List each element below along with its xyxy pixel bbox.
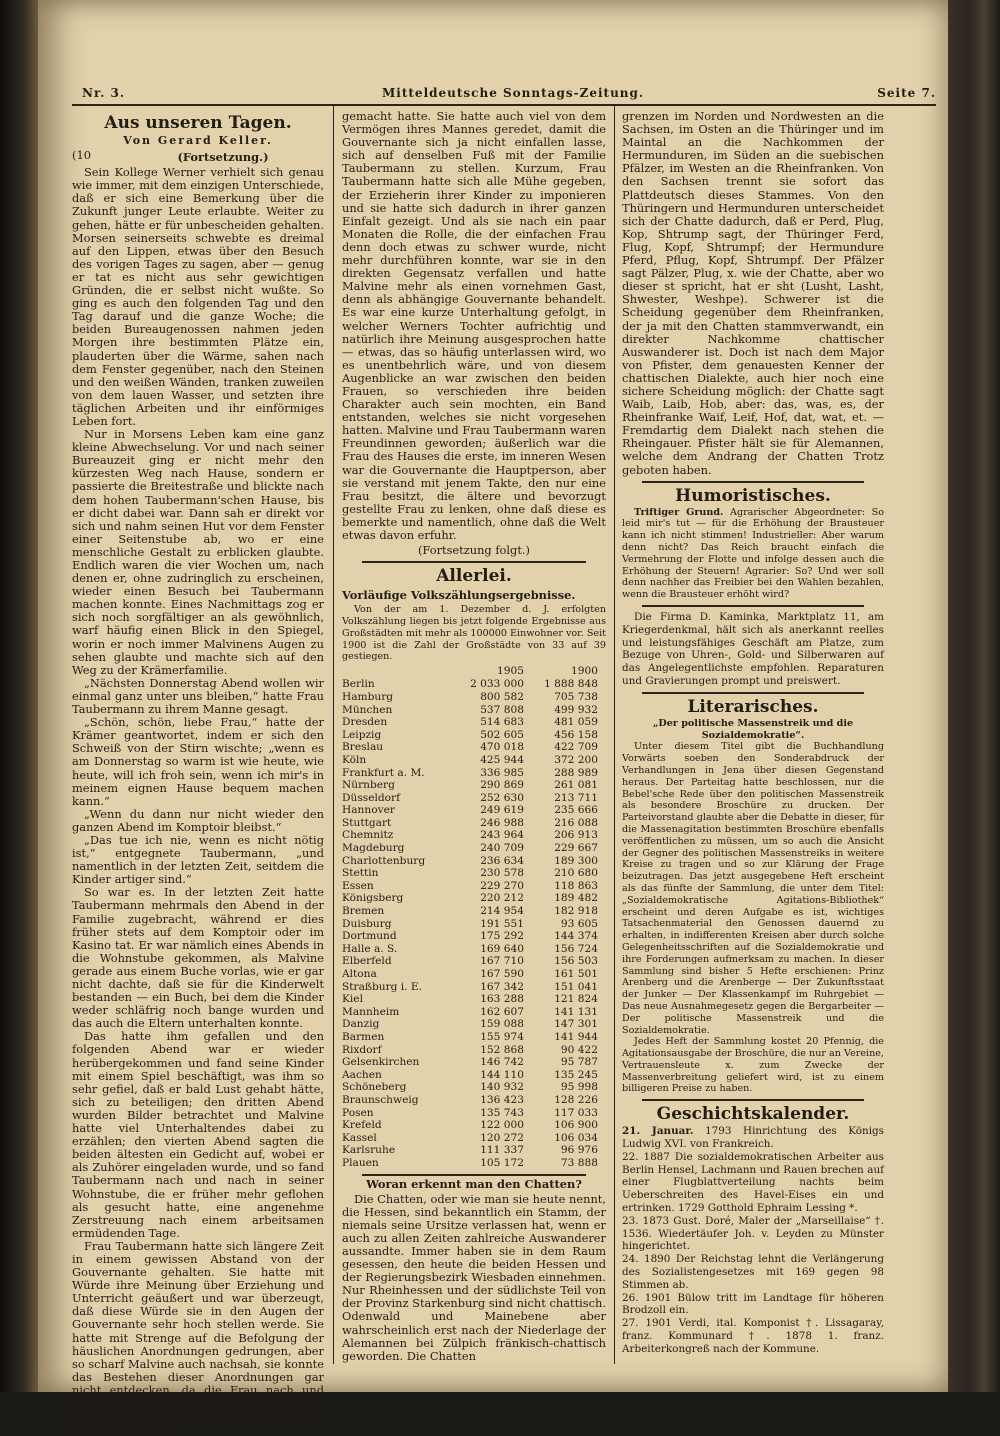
- serial-cont-note: (Fortsetzung.): [177, 150, 269, 165]
- table-cell-v1900: 106 034: [554, 1131, 598, 1144]
- table-cell-v1905: 220 212: [480, 892, 524, 905]
- section-title: Allerlei.: [436, 566, 512, 587]
- table-cell-v1900: 156 724: [554, 942, 598, 955]
- table-cell-v1900: 73 888: [560, 1156, 598, 1169]
- table-cell-city: Nürnberg: [342, 779, 395, 792]
- table-row: [342, 1006, 606, 1019]
- table-cell-v1905: 169 640: [480, 942, 524, 955]
- table-cell-v1900: 141 944: [554, 1030, 598, 1043]
- calendar-text: 1793 Hinrichtung des Königs Ludwig XVI. von Frankreich.: [622, 1125, 885, 1151]
- paragraph: „Das tue ich nie, wenn es nicht nötig ist,“ entgegnete Taubermann, „und namentlich in der letzten Zeit, seitdem die Kinder artiger sind.“: [72, 832, 324, 887]
- table-row: [342, 704, 606, 717]
- section-title: Humoristisches.: [675, 485, 831, 506]
- section-title: Geschichtskalender.: [656, 1104, 850, 1125]
- table-cell-city: Charlottenburg: [342, 854, 426, 867]
- table-cell-v1905: 236 634: [480, 854, 524, 867]
- calendar-item: 24. 1890 Der Reichstag lehnt die Verlängerung des Sozialistengesetzes mit 169 gegen 98 Stimmen ab.: [622, 1253, 884, 1291]
- table-cell-v1900: 1 888 848: [544, 678, 598, 691]
- table-cell-city: Stuttgart: [342, 816, 392, 829]
- joke: [622, 507, 884, 601]
- table-cell-city: Dresden: [342, 716, 388, 729]
- table-cell-v1905: 163 288: [480, 993, 524, 1006]
- table-cell-v1905: 290 869: [480, 779, 524, 792]
- table-cell-v1905: 537 808: [480, 703, 524, 716]
- table-cell-v1900: 705 738: [554, 690, 598, 703]
- table-cell-v1905: 470 018: [480, 741, 524, 754]
- table-row: [342, 1044, 606, 1057]
- table-cell-v1900: 182 918: [554, 905, 598, 918]
- table-cell-v1900: 206 913: [554, 829, 598, 842]
- table-row: [342, 1107, 606, 1120]
- literary-text: Unter diesem Titel gibt die Buchhandlung Vorwärts soeben den Sonderabdruck der Verhandlungen in Jena über diesen Gegenstand heraus. Der Parteitag hatte beschlossen, nur die Bebel'sche Rede über den politischen Massenstreik als besondere Broschüre zu drucken. Der Parteivorstand glaubte aber die Debatte in dieser, für die Massenagitation bestimmten Broschüre ebenfalls veröffentlichen zu müssen, um so auch die Ansicht der Gegner des politischen Massenstreiks in weitere Kreise zu tragen und so zur Klärung der Frage beizutragen. Das jetzt ausgegebene Heft erscheint als das fünfte der Sammlung, die unter dem Titel: „Sozialdemokratische Agitations-Bibliothek“ erscheint und deren Aufgabe es ist, wichtiges Tatsachenmaterial den Genossen dauernd zu erhalten, in indifferenten Kreisen aber durch solche Gelegenheitsschriften auf die Sozialdemokratie und ihre Forderungen aufmerksam zu machen. In dieser Sammlung sind bisher 5 Hefte erschienen: Prinz Arenberg und die Arenberge — Der Zukunftsstaat der Junker — Der Klassenkampf im Ruhrgebiet — Das neue Ausnahmegesetz gegen die Bergarbeiter — Der politische Massenstreik und die Sozialdemokratie.: [622, 741, 884, 1036]
- section-divider: [642, 1099, 864, 1101]
- section-divider: [642, 692, 864, 694]
- calendar-item: 23. 1873 Gust. Doré, Maler der „Marseillaise“ †. 1536. Wiedertäufer Joh. v. Leyden zu Münster hingerichtet.: [622, 1214, 884, 1253]
- table-cell-v1900: 144 374: [554, 930, 598, 943]
- table-cell-v1900: 93 605: [560, 917, 598, 930]
- table-cell-v1905: 140 932: [480, 1081, 524, 1094]
- table-cell-v1905: 152 868: [480, 1043, 524, 1056]
- table-row: [342, 829, 606, 842]
- table-cell-v1900: 481 059: [554, 716, 598, 729]
- table-row: [342, 993, 606, 1006]
- table-cell-v1905: 800 582: [480, 690, 524, 703]
- table-row: [342, 867, 606, 880]
- table-cell-v1905: 162 607: [480, 1005, 524, 1018]
- table-cell-v1900: 151 041: [554, 980, 598, 993]
- table-cell-v1905: 249 619: [480, 804, 524, 817]
- to-be-continued: (Fortsetzung folgt.): [417, 543, 530, 558]
- table-cell-v1900: 95 998: [560, 1081, 598, 1094]
- column-1: [72, 110, 324, 1436]
- table-cell-city: Straßburg i. E.: [342, 980, 423, 993]
- table-row: [342, 943, 606, 956]
- table-row: [342, 892, 606, 905]
- table-row: [342, 981, 606, 994]
- table-row: [342, 905, 606, 918]
- calendar-date: 21. Januar.: [622, 1125, 694, 1138]
- table-row: [342, 1031, 606, 1044]
- column-3: [622, 110, 884, 1360]
- table-cell-v1905: 229 270: [480, 879, 524, 892]
- table-cell-v1900: 106 900: [554, 1119, 598, 1132]
- paragraph: gemacht hatte. Sie hatte auch viel von dem Vermögen ihres Mannes geredet, damit die Gouvernante sich ja nicht einfallen lasse, sich auf denselben Fuß mit der Familie Taubermann zu stellen. Kurzum, Frau Taubermann hatte sich alle Mühe gegeben, der Erzieherin ihrer Kinder zu imponieren und sie hatte sich dadurch in ihrer ganzen Einfalt gezeigt. Und als sie nach ein paar Monaten die Rolle, die der einfachen Frau denn doch etwas zu schwer wurde, nicht mehr durchführen konnte, war sie in den direkten Gegensatz verfallen und hatte Malvine mehr als einen vornehmen Gast, denn als abhängige Gouvernante behandelt. Es war eine kurze Unterhaltung gefolgt, in welcher Werners Tochter aufrichtig und natürlich ihre Meinung ausgesprochen hatte — etwas, das so häufig unterlassen wird, wo es unentbehrlich wäre, und von diesem Augenblicke an war zwischen den beiden Frauen, so verschieden ihre beiden Charakter auch sein mochten, ein Band entstanden, welches sie nicht vorgesehen hatten. Malvine und Frau Taubermann waren Freundinnen geworden; äußerlich war die Frau des Hauses die erste, im inneren Wesen war die Gouvernante die Hauptperson, aber sie verstand mit jenem Takte, den nur eine Frau besitzt, die ältere und bevorzugt gestellte Frau zu lenken, ohne daß diese es bemerkte und namentlich, ohne daß die Welt etwas davon erfuhr.: [342, 109, 606, 542]
- table-cell-city: Frankfurt a. M.: [342, 766, 425, 779]
- table-cell-city: Magdeburg: [342, 842, 405, 855]
- table-cell-v1905: 167 590: [480, 968, 524, 981]
- table-cell-v1900: 210 680: [554, 867, 598, 880]
- table-cell-v1900: 90 422: [560, 1043, 598, 1056]
- paragraph: „Schön, schön, liebe Frau,“ hatte der Krämer geantwortet, indem er sich den Schweiß von der Stirn wischte; „wenn es am Donnerstag so warm ist wie heute, wie heute, will ich froh sein, wenn ich mir's in meinem eignen Hause bequem machen kann.“: [72, 715, 324, 808]
- calendar-item: 27. 1901 Verdi, ital. Komponist †. Lissagaray, franz. Kommunard †. 1878 1. franz. Arbeiterkongreß nach der Kommune.: [622, 1317, 884, 1355]
- table-cell-city: Berlin: [342, 678, 375, 691]
- table-row: [342, 691, 606, 704]
- table-row: [342, 842, 606, 855]
- table-row: [342, 1094, 606, 1107]
- serial-meta: [72, 149, 324, 166]
- table-cell-v1900: 117 033: [554, 1106, 598, 1119]
- table-cell-city: Dortmund: [342, 930, 397, 943]
- column-2: [342, 109, 606, 1363]
- table-cell-v1900: 189 482: [554, 892, 598, 905]
- table-row: [342, 880, 606, 893]
- table-cell-city: Bremen: [342, 905, 385, 918]
- table-cell-v1900: 95 787: [560, 1056, 598, 1069]
- table-cell-v1905: 240 709: [480, 842, 524, 855]
- table-cell-v1905: 122 000: [480, 1119, 524, 1132]
- issue-number: Nr. 3.: [82, 86, 126, 100]
- paragraph: Die Chatten, oder wie man sie heute nennt, die Hessen, sind bekanntlich ein Stamm, der niemals seine Ursitze verlassen hat, wenn er auch zu allen Zeiten zahlreiche Auswanderer aussandte. Immer haben sie in dem Raum gesessen, den heute die beiden Hessen und der Regierungsbezirk Wiesbaden einnehmen. Nur Rheinhessen und der südlichste Teil von der Provinz Starkenburg sind nicht chattisch. Odenwald und Mainebene aber wahrscheinlich erst nach der Niederlage der Alemannen bei Zülpich fränkisch-chattisch geworden. Die Chatten: [342, 1191, 606, 1363]
- table-header: [342, 665, 606, 678]
- table-row: [342, 1056, 606, 1069]
- advertisement: Die Firma D. Kaminka, Marktplatz 11, am Kriegerdenkmal, hält sich als anerkannt reelles und leistungsfähiges Geschäft am Platze, zum Bezuge von Uhren-, Gold- und Silberwaren auf das Angelegentlichste empfohlen. Reparaturen und Gravierungen prompt und preiswert.: [622, 611, 884, 687]
- table-cell-v1900: 118 863: [554, 879, 598, 892]
- table-cell-city: München: [342, 703, 393, 716]
- section-title: Literarisches.: [687, 696, 819, 717]
- table-cell-city: Stettin: [342, 867, 379, 880]
- table-cell-city: Breslau: [342, 741, 384, 754]
- paragraph: Nur in Morsens Leben kam eine ganz kleine Abwechselung. Vor und nach seiner Bureauzeit ging er nicht mehr den kürzesten Weg nach Hause, sondern er passierte die Breitestraße und blickte nach dem hohen Taubermann'schen Hause, bis er dicht dabei war. Dann sah er direkt vor sich und nahm seinen Hut vor dem Fenster einer Seitenstube ab, wo er eine menschliche Gestalt zu erblicken glaubte. Endlich waren die vier Wochen um, nach denen er, ohne zudringlich zu erscheinen, wieder einen Besuch bei Taubermann machen konnte. Eines Nachmittags zog er sich noch sorgfältiger an als gewöhnlich, warf häufig einen Blick in den Spiegel, worin er noch immer Malvinens Augen zu sehen glaubte und machte sich auf den Weg zu der Krämerfamilie.: [72, 427, 324, 677]
- stats-title: Vorläufige Volkszählungsergebnisse.: [342, 588, 576, 603]
- table-cell-city: Krefeld: [342, 1119, 382, 1132]
- table-cell-v1900: 216 088: [554, 816, 598, 829]
- table-row: [342, 729, 606, 742]
- paragraph: „Nächsten Donnerstag Abend wollen wir einmal ganz unter uns bleiben,“ hatte Frau Taubermann zu ihrem Manne gesagt.: [72, 675, 324, 717]
- table-row: [342, 779, 606, 792]
- serial-title: Aus unseren Tagen.: [104, 113, 292, 133]
- calendar-item: 22. 1887 Die sozialdemokratischen Arbeiter aus Berlin Hensel, Lachmann und Rauen brechen auf einer Flugblattverteilung nachts beim Ueberschreiten des Havel-Eises ein und ertrinken. 1729 Gotthold Ephraim Lessing *.: [622, 1150, 884, 1215]
- table-row: [342, 1157, 606, 1170]
- table-cell-v1905: 246 988: [480, 816, 524, 829]
- table-cell-v1905: 155 974: [480, 1030, 524, 1043]
- table-cell-v1905: 146 742: [480, 1056, 524, 1069]
- table-cell-v1905: 514 683: [480, 716, 524, 729]
- table-cell-city: Barmen: [342, 1030, 385, 1043]
- table-cell-v1900: 372 200: [554, 753, 598, 766]
- table-row: [342, 767, 606, 780]
- table-cell-v1905: 105 172: [480, 1156, 524, 1169]
- table-row: [342, 930, 606, 943]
- table-cell-v1905: 167 342: [480, 980, 524, 993]
- table-cell-city: Kiel: [342, 993, 363, 1006]
- table-cell-city: Karlsruhe: [342, 1144, 396, 1157]
- literary-item-title: „Der politische Massenstreik und die Sozialdemokratie“.: [652, 717, 854, 741]
- table-cell-v1900: 141 131: [554, 1005, 598, 1018]
- table-row: [342, 804, 606, 817]
- paragraph: So war es. In der letzten Zeit hatte Taubermann mehrmals den Abend in der Familie zugebracht, während er dies früher stets auf dem Komptoir oder im Kasino tat. Er war nämlich eines Abends in die Wohnstube gekommen, als Malvine gerade aus einem Buche vorlas, wie er gar nicht dachte, daß sie für die Kinderwelt bestanden — ein Buch, bei dem die Kinder weder schläfrig noch bange wurden und das auch die Eltern unterhalten konnte.: [72, 885, 324, 1031]
- table-row: [342, 918, 606, 931]
- table-row: [342, 817, 606, 830]
- table-cell-v1900: 499 932: [554, 703, 598, 716]
- table-cell-v1900: 189 300: [554, 854, 598, 867]
- table-cell-city: Mannheim: [342, 1005, 400, 1018]
- header-rule: [72, 104, 936, 106]
- section-divider: [362, 1174, 586, 1176]
- table-cell-city: Düsseldorf: [342, 791, 400, 804]
- table-cell-v1900: 235 666: [554, 804, 598, 817]
- newspaper-name: Mitteldeutsche Sonntags-Zeitung.: [382, 86, 645, 100]
- table-cell-v1900: 288 989: [554, 766, 598, 779]
- table-cell-v1900: 96 976: [560, 1144, 598, 1157]
- paragraph: „Wenn du dann nur nicht wieder den ganzen Abend im Komptoir bleibst.“: [72, 806, 324, 834]
- table-row: [342, 741, 606, 754]
- table-row: [342, 716, 606, 729]
- table-row: [342, 955, 606, 968]
- table-cell-city: Gelsenkirchen: [342, 1056, 420, 1069]
- table-row: [342, 678, 606, 691]
- col-1900: 1900: [571, 665, 598, 678]
- table-row: [342, 792, 606, 805]
- table-cell-city: Hannover: [342, 804, 395, 817]
- table-row: [342, 1081, 606, 1094]
- table-cell-city: Chemnitz: [342, 829, 394, 842]
- column-rule: [614, 106, 615, 1364]
- table-cell-v1905: 243 964: [480, 829, 524, 842]
- table-row: [342, 1018, 606, 1031]
- table-cell-v1905: 159 088: [480, 1018, 524, 1031]
- table-cell-v1905: 2 033 000: [470, 678, 524, 691]
- table-cell-city: Rixdorf: [342, 1043, 382, 1056]
- table-cell-city: Altona: [342, 968, 377, 981]
- chatten-title: Woran erkennt man den Chatten?: [366, 1176, 582, 1191]
- table-row: [342, 968, 606, 981]
- table-cell-v1900: 147 301: [554, 1018, 598, 1031]
- table-cell-city: Essen: [342, 879, 374, 892]
- table-cell-city: Hamburg: [342, 690, 394, 703]
- page-header: [82, 86, 936, 104]
- page-number: Seite 7.: [877, 86, 936, 100]
- table-cell-city: Elberfeld: [342, 955, 392, 968]
- table-cell-city: Kassel: [342, 1131, 377, 1144]
- table-cell-city: Plauen: [342, 1156, 379, 1169]
- table-cell-v1900: 156 503: [554, 955, 598, 968]
- col-1905: 1905: [497, 665, 524, 678]
- paragraph: Frau Taubermann hatte sich längere Zeit in einem gewissen Abstand von der Gouvernante gehalten. Sie hatte mit Würde ihre Meinung über Erziehung und Unterricht geäußert und war überzeugt, daß diese Würde sie in den Augen der Gouvernante sehr hoch stellen werde. Sie hatte mit Strenge auf die Befolgung der häuslichen Anordnungen gedrungen, aber so scharf Malvine auch nachsah, sie konnte das Bestehen dieser Anordnungen gar nicht entdecken, da die Frau nach und nach die Sklavin ihrer Kinder geworden war und ihre ganze Haushaltung von diesen abhängig: [72, 1238, 324, 1436]
- table-row: [342, 1132, 606, 1145]
- section-divider: [362, 561, 586, 563]
- table-cell-v1905: 214 954: [480, 905, 524, 918]
- paragraph: grenzen im Norden und Nordwesten an die Sachsen, im Osten an die Thüringer und im Maintal an die Nachkommen der Hermunduren, im Süden an die suebischen Pfälzer, im Westen an die Rheinfranken. Von den Sachsen trennt sie sofort das Plattdeutsch dieses Stammes. Von den Thüringern und Hermunduren unterscheidet sich der Chatte dadurch, daß er Perd, Plug, Kop, Shtrump sagt, der Thüringer Ferd, Flug, Kopf, Shtrumpf; der Hermundure Pferd, Pflug, Kopf, Shtrumpf. Der Pfälzer sagt Pälzer, Plug, x. wie der Chatte, aber wo dieser st spricht, hat er sht (Lusht, Lasht, Shwester, Weshpe). Schwerer ist die Scheidung gegenüber dem Rheinfranken, der ja mit den Chatten stammverwandt, ein direkter Nachkomme chattischer Auswanderer ist. Doch ist nach dem Major von Pfister, dem genauesten Kenner der chattischen Dialekte, auch hier noch eine sichere Scheidung möglich: der Chatte sagt Waib, Laib, Hob, aber: das, was, es, der Rheinfranke Waif, Leif, Hof, dat, wat, et. — Fremdartig dem Dialekt nach stehen die Rheingauer. Pfister hält sie für Alemannen, welche dem Andrang der Chatten Trotz geboten haben.: [622, 109, 884, 477]
- section-divider: [642, 605, 864, 607]
- table-cell-city: Duisburg: [342, 917, 392, 930]
- table-cell-v1905: 120 272: [480, 1131, 524, 1144]
- table-cell-v1905: 135 743: [480, 1106, 524, 1119]
- table-cell-v1905: 136 423: [480, 1093, 524, 1106]
- table-cell-v1900: 456 158: [554, 728, 598, 741]
- table-cell-v1905: 502 605: [480, 728, 524, 741]
- book-binding: [948, 0, 1000, 1392]
- table-cell-city: Posen: [342, 1106, 374, 1119]
- table-cell-v1900: 261 081: [554, 779, 598, 792]
- table-cell-v1905: 191 551: [480, 917, 524, 930]
- table-cell-v1905: 167 710: [480, 955, 524, 968]
- book-gutter: [0, 0, 38, 1392]
- literary-text: Jedes Heft der Sammlung kostet 20 Pfennig, die Agitationsausgabe der Broschüre, die nur an Vereine, Vertrauensleute x. zum Zwecke der Massenverbreitung geliefert wird, ist zu einem billigeren Preise zu haben.: [622, 1036, 884, 1095]
- table-cell-v1900: 135 245: [554, 1068, 598, 1081]
- population-table: [342, 678, 606, 1169]
- table-cell-v1900: 121 824: [554, 993, 598, 1006]
- table-row: [342, 754, 606, 767]
- calendar-item: [622, 1125, 884, 1151]
- stats-intro: Von der am 1. Dezember d. J. erfolgten Volkszählung liegen bis jetzt folgende Ergebnisse aus Großstädten mit mehr als 100000 Einwohner vor. Seit 1900 ist die Zahl der Großstädte von 33 auf 39 gestiegen.: [342, 604, 606, 663]
- table-cell-v1900: 161 501: [554, 968, 598, 981]
- table-row: [342, 1144, 606, 1157]
- table-cell-city: Aachen: [342, 1068, 382, 1081]
- joke-title: Triftiger Grund.: [634, 506, 724, 518]
- paragraph: Sein Kollege Werner verhielt sich genau wie immer, mit dem einzigen Unterschiede, daß er sich eine Bemerkung über die Zukunft junger Leute erlaubte. Weiter zu gehen, hätte er für unbescheiden gehalten. Morsen seinerseits schwebte es dreimal auf den Lippen, etwas über den Besuch des vorigen Tages zu sagen, aber — genug er tat es nicht aus sehr gewichtigen Gründen, die er selbst nicht wußte. So ging es auch den folgenden Tag und den Tag darauf und die ganze Woche; die beiden Bureaugenossen nahmen jeden Morgen ihre bestimmten Plätze ein, plauderten über die Wärme, sahen nach dem Fenster gegenüber, nach den Steinen und den weißen Wänden, tranken zuweilen von dem lauen Wasser, und setzten ihre täglichen Arbeiten und ihr einförmiges Leben fort.: [72, 165, 324, 428]
- table-cell-v1905: 175 292: [480, 930, 524, 943]
- table-cell-city: Königsberg: [342, 892, 404, 905]
- table-cell-v1900: 213 711: [554, 791, 598, 804]
- table-cell-city: Köln: [342, 753, 367, 766]
- section-divider: [642, 481, 864, 483]
- table-cell-city: Schöneberg: [342, 1081, 407, 1094]
- paragraph: Das hatte ihm gefallen und den folgenden Abend war er wieder herübergekommen und fand seine Kinder mit einem Spiel beschäftigt, was ihm so sehr gefiel, daß er bald Lust gehabt hätte, sich zu beteiligen; den dritten Abend wurden Bilder betrachtet und Malvine hatte viel Unterhaltendes dabei zu erzählen; den vierten Abend sagten die beiden ältesten ein Gedicht auf, wobei er als Zuhörer eingeladen wurde, und so fand Taubermann nach und nach in seiner Wohnstube, die er früher mehr geflohen als gesucht hatte, eine angenehme Zerstreuung nach einem arbeitsamen ermüdenden Tage.: [72, 1029, 324, 1240]
- table-cell-city: Danzig: [342, 1018, 380, 1031]
- table-cell-city: Halle a. S.: [342, 942, 398, 955]
- table-row: [342, 1069, 606, 1082]
- serial-number: (10: [72, 148, 91, 163]
- table-cell-v1905: 230 578: [480, 867, 524, 880]
- table-cell-v1905: 111 337: [480, 1144, 524, 1157]
- table-row: [342, 1119, 606, 1132]
- table-cell-v1900: 422 709: [554, 741, 598, 754]
- table-cell-v1905: 252 630: [480, 791, 524, 804]
- column-rule: [333, 106, 334, 1364]
- table-cell-city: Leipzig: [342, 728, 382, 741]
- table-cell-v1905: 144 110: [480, 1068, 524, 1081]
- table-cell-v1905: 336 985: [480, 766, 524, 779]
- calendar-item: 26. 1901 Bülow tritt im Landtage für höheren Brodzoll ein.: [622, 1291, 884, 1317]
- table-cell-v1900: 229 667: [554, 842, 598, 855]
- table-row: [342, 855, 606, 868]
- table-cell-v1900: 128 226: [554, 1093, 598, 1106]
- table-cell-v1905: 425 944: [480, 753, 524, 766]
- serial-author: Von Gerard Keller.: [123, 134, 273, 147]
- joke-text: Agrarischer Abgeordneter: So leid mir's tut — für die Erhöhung der Brausteuer kann ich nicht stimmen! Industrieller: Aber warum denn nicht? Das Reich braucht einfach die Vermehrung der Flotte und infolge dessen auch die Erhöhung der Steuern! Agrarier: So? Und wer soll denn nachher das Freibier bei den Wahlen bezahlen, wenn die Brausteuer erhöht wird?: [622, 506, 884, 601]
- table-cell-city: Braunschweig: [342, 1093, 419, 1106]
